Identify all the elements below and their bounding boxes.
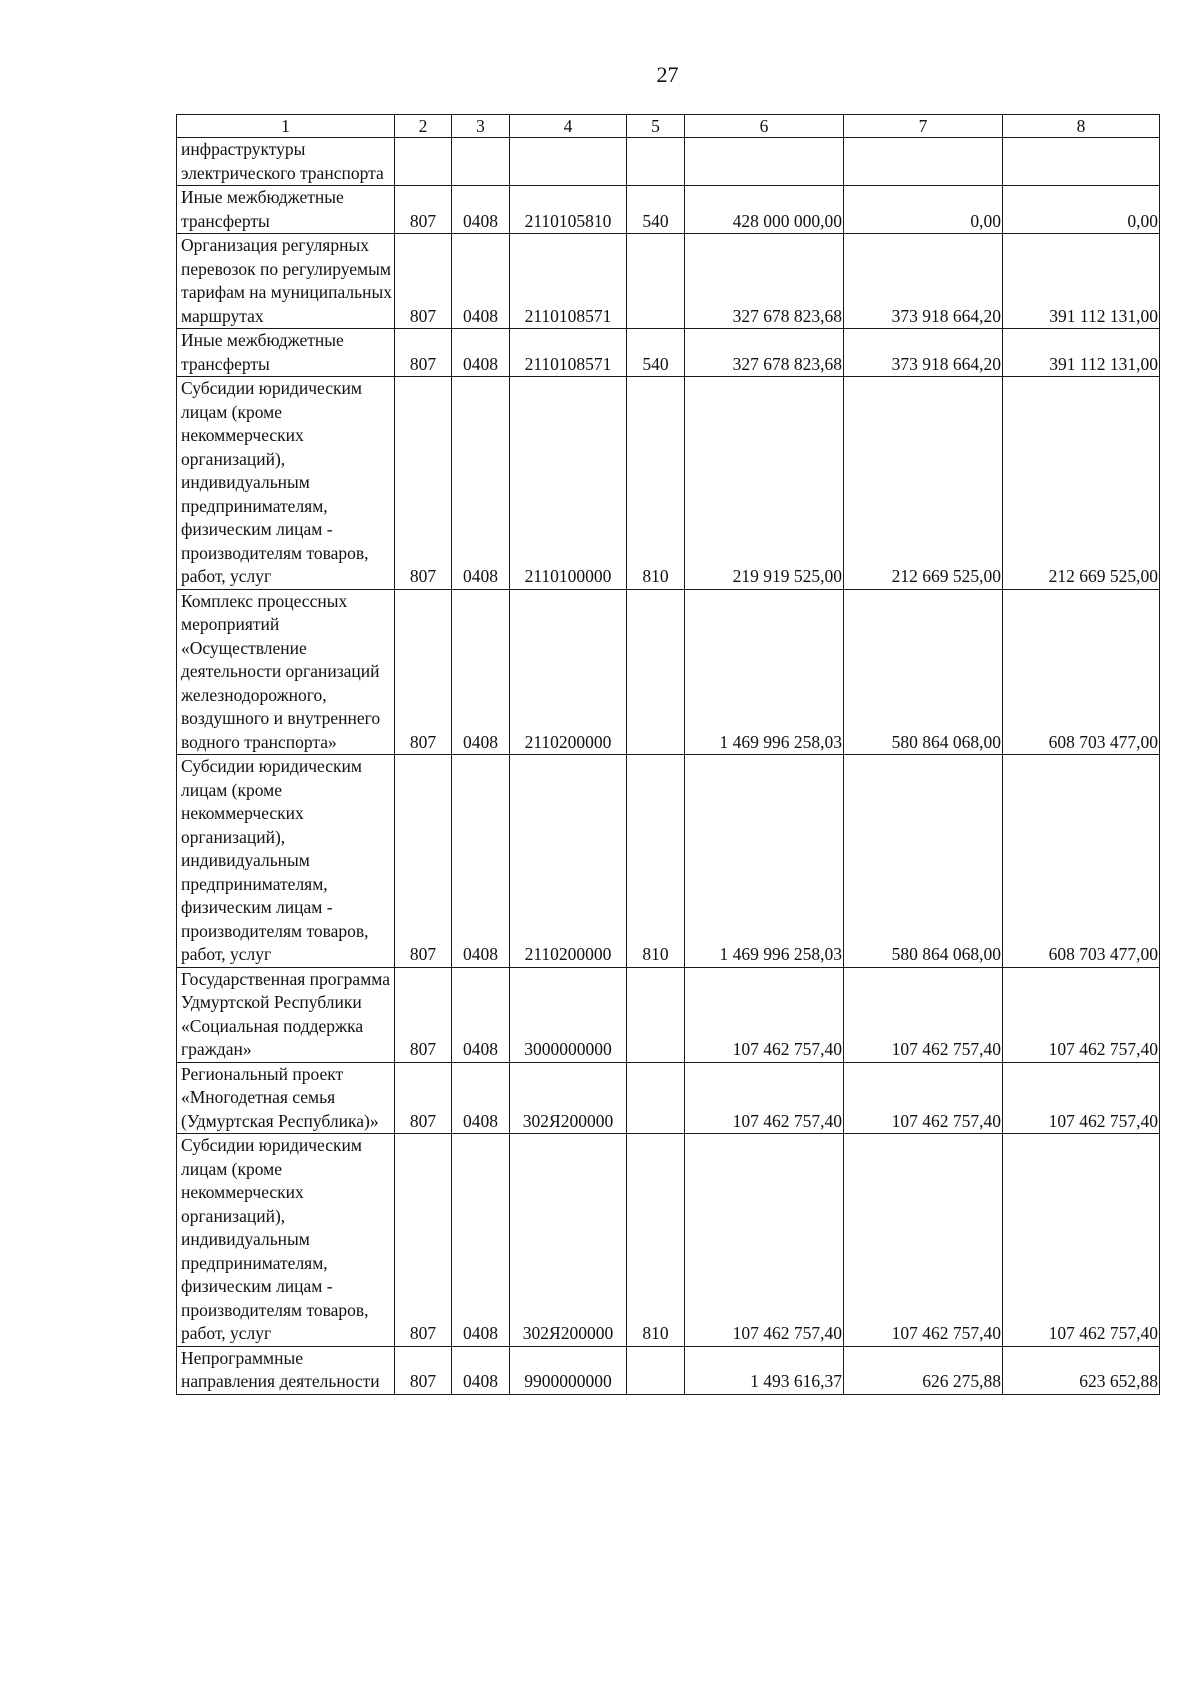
expense-type-cell: 810 bbox=[627, 755, 685, 968]
table-row bbox=[177, 234, 1160, 329]
amount-col6-cell bbox=[685, 138, 844, 186]
expense-type-cell: 540 bbox=[627, 329, 685, 377]
row-name-cell: Непрограммные направления деятельности bbox=[177, 1346, 395, 1394]
header-cell: 6 bbox=[685, 115, 844, 138]
target-article-cell: 3000000000 bbox=[510, 967, 627, 1062]
header-row bbox=[177, 115, 1160, 138]
table-row bbox=[177, 1346, 1160, 1394]
amount-col8-cell: 608 703 477,00 bbox=[1003, 589, 1160, 755]
department-code-cell: 807 bbox=[395, 377, 452, 590]
section-code-cell: 0408 bbox=[452, 377, 510, 590]
row-name-cell: Комплекс процессных мероприятий «Осуществление деятельности организаций железнодорожного, воздушного и внутреннего водного транспорта» bbox=[177, 589, 395, 755]
amount-col8-cell: 623 652,88 bbox=[1003, 1346, 1160, 1394]
expense-type-cell bbox=[627, 589, 685, 755]
expense-type-cell: 540 bbox=[627, 186, 685, 234]
amount-col6-cell: 107 462 757,40 bbox=[685, 1134, 844, 1347]
department-code-cell bbox=[395, 138, 452, 186]
target-article-cell: 2110200000 bbox=[510, 589, 627, 755]
section-code-cell: 0408 bbox=[452, 234, 510, 329]
amount-col6-cell: 327 678 823,68 bbox=[685, 329, 844, 377]
amount-col8-cell: 107 462 757,40 bbox=[1003, 967, 1160, 1062]
amount-col7-cell: 0,00 bbox=[844, 186, 1003, 234]
amount-col7-cell: 107 462 757,40 bbox=[844, 967, 1003, 1062]
department-code-cell: 807 bbox=[395, 1134, 452, 1347]
department-code-cell: 807 bbox=[395, 589, 452, 755]
header-cell: 4 bbox=[510, 115, 627, 138]
table-row bbox=[177, 329, 1160, 377]
amount-col8-cell: 107 462 757,40 bbox=[1003, 1134, 1160, 1347]
table-row bbox=[177, 186, 1160, 234]
table-row bbox=[177, 967, 1160, 1062]
header-cell: 1 bbox=[177, 115, 395, 138]
amount-col7-cell: 107 462 757,40 bbox=[844, 1134, 1003, 1347]
target-article-cell: 2110108571 bbox=[510, 234, 627, 329]
expense-type-cell bbox=[627, 1346, 685, 1394]
section-code-cell: 0408 bbox=[452, 186, 510, 234]
row-name-cell: инфраструктуры электрического транспорта bbox=[177, 138, 395, 186]
amount-col8-cell: 391 112 131,00 bbox=[1003, 234, 1160, 329]
expense-type-cell bbox=[627, 234, 685, 329]
amount-col7-cell: 212 669 525,00 bbox=[844, 377, 1003, 590]
section-code-cell: 0408 bbox=[452, 967, 510, 1062]
amount-col8-cell: 391 112 131,00 bbox=[1003, 329, 1160, 377]
amount-col6-cell: 327 678 823,68 bbox=[685, 234, 844, 329]
amount-col7-cell: 107 462 757,40 bbox=[844, 1062, 1003, 1134]
target-article-cell: 2110105810 bbox=[510, 186, 627, 234]
amount-col6-cell: 107 462 757,40 bbox=[685, 1062, 844, 1134]
expense-type-cell: 810 bbox=[627, 1134, 685, 1347]
amount-col7-cell bbox=[844, 138, 1003, 186]
header-cell: 8 bbox=[1003, 115, 1160, 138]
amount-col7-cell: 626 275,88 bbox=[844, 1346, 1003, 1394]
expense-type-cell bbox=[627, 138, 685, 186]
amount-col7-cell: 580 864 068,00 bbox=[844, 755, 1003, 968]
row-name-cell: Государственная программа Удмуртской Республики «Социальная поддержка граждан» bbox=[177, 967, 395, 1062]
section-code-cell: 0408 bbox=[452, 1346, 510, 1394]
table-row bbox=[177, 1062, 1160, 1134]
amount-col8-cell: 608 703 477,00 bbox=[1003, 755, 1160, 968]
header-cell: 2 bbox=[395, 115, 452, 138]
table-row bbox=[177, 1134, 1160, 1347]
amount-col6-cell: 1 493 616,37 bbox=[685, 1346, 844, 1394]
section-code-cell: 0408 bbox=[452, 1062, 510, 1134]
department-code-cell: 807 bbox=[395, 329, 452, 377]
expense-type-cell: 810 bbox=[627, 377, 685, 590]
amount-col6-cell: 428 000 000,00 bbox=[685, 186, 844, 234]
amount-col6-cell: 1 469 996 258,03 bbox=[685, 755, 844, 968]
row-name-cell: Иные межбюджетные трансферты bbox=[177, 186, 395, 234]
department-code-cell: 807 bbox=[395, 755, 452, 968]
target-article-cell: 302Я200000 bbox=[510, 1134, 627, 1347]
target-article-cell bbox=[510, 138, 627, 186]
target-article-cell: 2110100000 bbox=[510, 377, 627, 590]
amount-col7-cell: 373 918 664,20 bbox=[844, 234, 1003, 329]
header-cell: 5 bbox=[627, 115, 685, 138]
department-code-cell: 807 bbox=[395, 1346, 452, 1394]
target-article-cell: 2110108571 bbox=[510, 329, 627, 377]
target-article-cell: 302Я200000 bbox=[510, 1062, 627, 1134]
amount-col8-cell: 107 462 757,40 bbox=[1003, 1062, 1160, 1134]
budget-table bbox=[176, 114, 1160, 1395]
header-cell: 7 bbox=[844, 115, 1003, 138]
section-code-cell bbox=[452, 138, 510, 186]
table-row bbox=[177, 589, 1160, 755]
row-name-cell: Иные межбюджетные трансферты bbox=[177, 329, 395, 377]
amount-col8-cell: 0,00 bbox=[1003, 186, 1160, 234]
target-article-cell: 9900000000 bbox=[510, 1346, 627, 1394]
section-code-cell: 0408 bbox=[452, 329, 510, 377]
table-row bbox=[177, 138, 1160, 186]
amount-col7-cell: 580 864 068,00 bbox=[844, 589, 1003, 755]
target-article-cell: 2110200000 bbox=[510, 755, 627, 968]
row-name-cell: Организация регулярных перевозок по регулируемым тарифам на муниципальных маршрутах bbox=[177, 234, 395, 329]
row-name-cell: Региональный проект «Многодетная семья (Удмуртская Республика)» bbox=[177, 1062, 395, 1134]
department-code-cell: 807 bbox=[395, 967, 452, 1062]
expense-type-cell bbox=[627, 1062, 685, 1134]
section-code-cell: 0408 bbox=[452, 1134, 510, 1347]
section-code-cell: 0408 bbox=[452, 589, 510, 755]
expense-type-cell bbox=[627, 967, 685, 1062]
page-number: 27 bbox=[656, 62, 679, 87]
row-name-cell: Субсидии юридическим лицам (кроме некоммерческих организаций), индивидуальным предпринимателям, физическим лицам - производителям товаров, работ, услуг bbox=[177, 1134, 395, 1347]
amount-col8-cell bbox=[1003, 138, 1160, 186]
amount-col7-cell: 373 918 664,20 bbox=[844, 329, 1003, 377]
row-name-cell: Субсидии юридическим лицам (кроме некоммерческих организаций), индивидуальным предпринимателям, физическим лицам - производителям товаров, работ, услуг bbox=[177, 377, 395, 590]
amount-col6-cell: 219 919 525,00 bbox=[685, 377, 844, 590]
department-code-cell: 807 bbox=[395, 234, 452, 329]
header-cell: 3 bbox=[452, 115, 510, 138]
department-code-cell: 807 bbox=[395, 186, 452, 234]
amount-col8-cell: 212 669 525,00 bbox=[1003, 377, 1160, 590]
amount-col6-cell: 1 469 996 258,03 bbox=[685, 589, 844, 755]
department-code-cell: 807 bbox=[395, 1062, 452, 1134]
amount-col6-cell: 107 462 757,40 bbox=[685, 967, 844, 1062]
section-code-cell: 0408 bbox=[452, 755, 510, 968]
table-row bbox=[177, 755, 1160, 968]
row-name-cell: Субсидии юридическим лицам (кроме некоммерческих организаций), индивидуальным предпринимателям, физическим лицам - производителям товаров, работ, услуг bbox=[177, 755, 395, 968]
table-row bbox=[177, 377, 1160, 590]
